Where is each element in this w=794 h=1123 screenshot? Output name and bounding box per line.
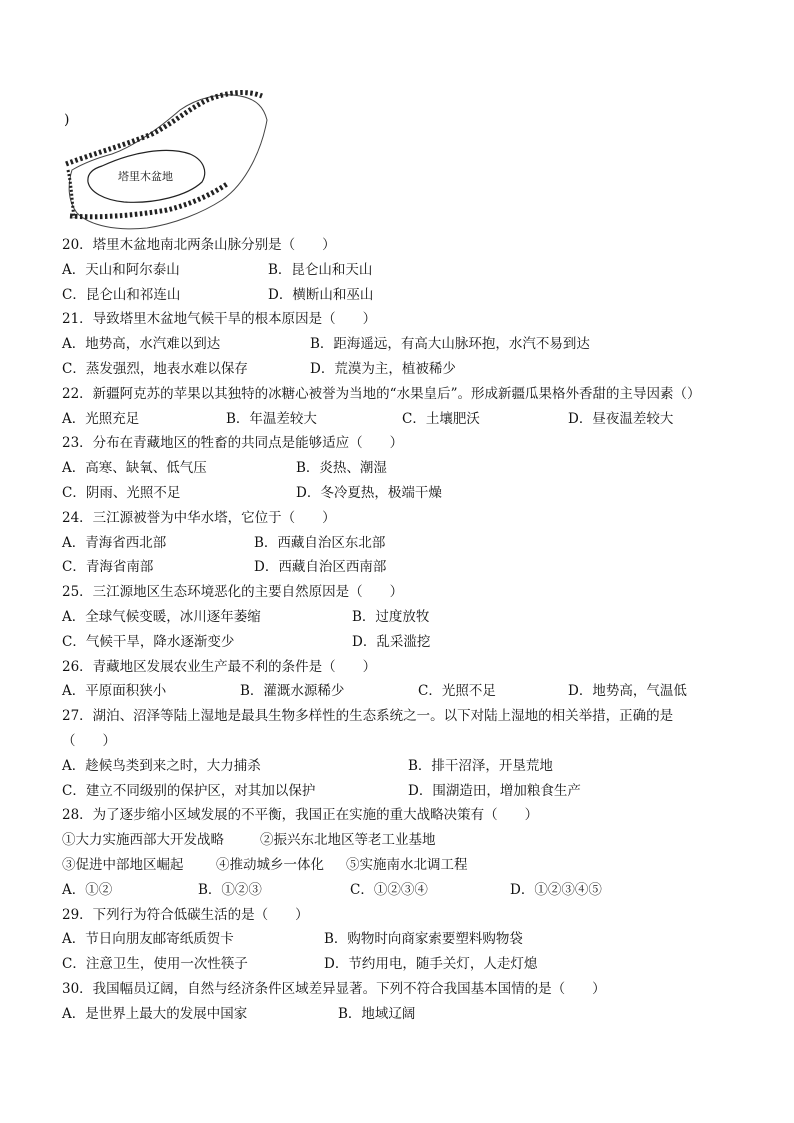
option-row xyxy=(62,283,734,308)
question-stem: 24．三江源被誉为中华水塔，它位于（ ） xyxy=(62,509,336,526)
option-b: B．年温差较大 xyxy=(226,410,317,427)
option-b: B．排干沼泽，开垦荒地 xyxy=(408,757,553,774)
option-c: C．注意卫生，使用一次性筷子 xyxy=(62,956,248,973)
option-d: D．围湖造田，增加粮食生产 xyxy=(408,782,581,799)
option-row xyxy=(62,605,734,630)
option-d: D．横断山和巫山 xyxy=(268,286,374,303)
option-c: C．昆仑山和祁连山 xyxy=(62,286,181,303)
option-row xyxy=(62,357,734,382)
option-a: A．趁候鸟类到来之时，大力捕杀 xyxy=(62,757,261,774)
option-b: B．距海遥远，有高大山脉环抱，水汽不易到达 xyxy=(310,336,590,353)
option-b: B．炎热、潮湿 xyxy=(296,460,387,477)
option-d: D．地势高，气温低 xyxy=(568,683,687,700)
option-c: C．光照不足 xyxy=(418,683,496,700)
option-a: A．①② xyxy=(62,881,113,898)
question-stem: 26．青藏地区发展农业生产最不利的条件是（ ） xyxy=(62,658,377,675)
option-a: A．天山和阿尔泰山 xyxy=(62,261,180,278)
question-stem: 25．三江源地区生态环境恶化的主要自然原因是（ ） xyxy=(62,584,404,601)
option-a: A．青海省西北部 xyxy=(62,534,167,551)
option-row xyxy=(62,456,734,481)
option-b: B．昆仑山和天山 xyxy=(268,261,373,278)
option-row xyxy=(62,555,734,580)
option-c: C．①②③④ xyxy=(350,881,428,898)
option-b: B．购物时向商家索要塑料购物袋 xyxy=(324,931,523,948)
option-d: D．冬冷夏热，极端干燥 xyxy=(296,484,442,501)
option-row xyxy=(62,779,734,804)
option-d: D．荒漠为主，植被稀少 xyxy=(310,360,456,377)
option-row xyxy=(62,927,734,952)
option-b: B．灌溉水源稀少 xyxy=(240,683,345,700)
option-row xyxy=(62,1002,734,1027)
option-d: D．乱采滥挖 xyxy=(352,633,431,650)
option-d: D．节约用电，随手关灯，人走灯熄 xyxy=(324,956,538,973)
option-row xyxy=(62,332,734,357)
question-stem: 23．分布在青藏地区的牲畜的共同点是能够适应（ ） xyxy=(62,435,404,452)
option-a: A．光照充足 xyxy=(62,410,140,427)
option-a: A．节日向朋友邮寄纸质贺卡 xyxy=(62,931,234,948)
option-row xyxy=(62,407,734,432)
option-b: B．过度放牧 xyxy=(352,608,430,625)
option-a: A．是世界上最大的发展中国家 xyxy=(62,1005,248,1022)
option-row xyxy=(62,679,734,704)
option-row xyxy=(62,630,734,655)
question-stem: 22．新疆阿克苏的苹果以其独特的冰糖心被誉为当地的“水果皇后”。形成新疆瓜果格外香甜的主导因素（） xyxy=(62,385,701,402)
option-c: C．青海省南部 xyxy=(62,559,154,576)
option-c: C．建立不同级别的保护区，对其加以保护 xyxy=(62,782,316,799)
map-label-tarim: 塔里木盆地 xyxy=(118,170,173,183)
question-paren-fragment: ) xyxy=(64,112,70,128)
statement-5: ⑤实施南水北调工程 xyxy=(346,856,468,873)
option-c: C．气候干旱，降水逐渐变少 xyxy=(62,633,235,650)
question-stem-continued: （ ） xyxy=(62,732,116,749)
option-a: A．高寒、缺氧、低气压 xyxy=(62,460,207,477)
option-d: D．①②③④⑤ xyxy=(510,881,602,898)
question-stem: 21．导致塔里木盆地气候干旱的根本原因是（ ） xyxy=(62,311,377,328)
option-row xyxy=(62,952,734,977)
option-b: B．西藏自治区东北部 xyxy=(254,534,386,551)
question-list xyxy=(62,233,734,1027)
statement-4: ④推动城乡一体化 xyxy=(216,856,324,873)
option-c: C．阴雨、光照不足 xyxy=(62,484,181,501)
option-d: D．昼夜温差较大 xyxy=(568,410,674,427)
question-stem: 28．为了逐步缩小区域发展的不平衡，我国正在实施的重大战略决策有（ ） xyxy=(62,807,539,824)
option-row xyxy=(62,531,734,556)
option-b: B．地域辽阔 xyxy=(338,1005,416,1022)
question-stem: 30．我国幅员辽阔，自然与经济条件区域差异显著。下列不符合我国基本国情的是（ ） xyxy=(62,980,606,997)
statement-2: ②振兴东北地区等老工业基地 xyxy=(260,832,436,849)
question-stem: 27．湖泊、沼泽等陆上湿地是最具生物多样性的生态系统之一。以下对陆上湿地的相关举措，正确的是 xyxy=(62,708,674,725)
question-stem: 20．塔里木盆地南北两条山脉分别是（ ） xyxy=(62,237,336,253)
option-c: C．土壤肥沃 xyxy=(402,410,480,427)
option-a: A．地势高，水汽难以到达 xyxy=(62,336,221,353)
option-d: D．西藏自治区西南部 xyxy=(254,559,387,576)
option-row xyxy=(62,878,734,903)
statement-1: ①大力实施西部大开发战略 xyxy=(62,832,224,849)
question-stem: 29．下列行为符合低碳生活的是（ ） xyxy=(62,906,309,923)
option-a: A．全球气候变暖，冰川逐年萎缩 xyxy=(62,608,261,625)
option-a: A．平原面积狭小 xyxy=(62,683,167,700)
statement-row xyxy=(62,828,734,853)
option-row xyxy=(62,754,734,779)
statement-3: ③促进中部地区崛起 xyxy=(62,856,184,873)
option-c: C．蒸发强烈，地表水难以保存 xyxy=(62,360,248,377)
statement-row xyxy=(62,853,734,878)
option-row xyxy=(62,481,734,506)
option-b: B．①②③ xyxy=(198,881,262,898)
option-row xyxy=(62,258,734,283)
tarim-basin-map xyxy=(62,88,274,234)
